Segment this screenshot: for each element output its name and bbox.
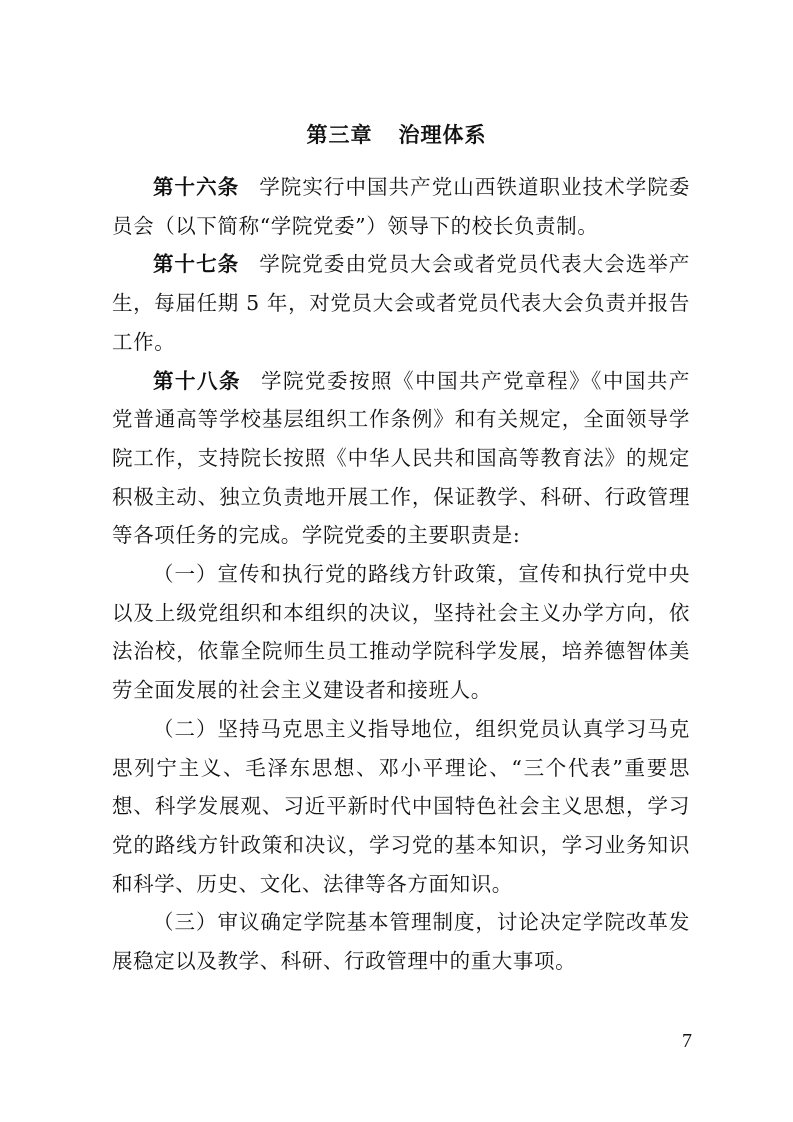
article-number: 第十八条 [153, 368, 242, 393]
article-17 [112, 245, 690, 361]
chapter-heading [0, 120, 793, 150]
document-body [112, 168, 690, 981]
article-number: 第十七条 [153, 252, 240, 277]
article-text: 学院实行中国共产党山西铁道职业技术学院委员会（以下简称“学院党委”）领导下的校长负责制。 [112, 175, 690, 238]
article-18 [112, 362, 690, 556]
duty-item-1: （一）宣传和执行党的路线方针政策，宣传和执行党中央以及上级党组织和本组织的决议，坚持社会主义办学方向，依法治校，依靠全院师生员工推动学院科学发展，培养德智体美劳全面发展的社会主义建设者和接班人。 [112, 562, 690, 703]
chapter-title: 治理体系 [398, 123, 487, 147]
article-16 [112, 168, 690, 245]
duty-item-2: （二）坚持马克思主义指导地位，组织党员认真学习马克思列宁主义、毛泽东思想、邓小平理论、“三个代表”重要思想、科学发展观、习近平新时代中国特色社会主义思想，学习党的路线方针政策和决议，学习党的基本知识，学习业务知识和科学、历史、文化、法律等各方面知识。 [112, 716, 690, 896]
page-number: 7 [682, 1030, 692, 1052]
article-text: 学院党委按照《中国共产党章程》《中国共产党普通高等学校基层组织工作条例》和有关规定，全面领导学院工作，支持院长按照《中华人民共和国高等教育法》的规定积极主动、独立负责地开展工作，保证教学、科研、行政管理等各项任务的完成。学院党委的主要职责是: [112, 368, 690, 548]
article-text: 学院党委由党员大会或者党员代表大会选举产生，每届任期 5 年，对党员大会或者党员代表大会负责并报告工作。 [112, 252, 690, 354]
duty-item-3: （三）审议确定学院基本管理制度，讨论决定学院改革发展稳定以及教学、科研、行政管理中的重大事项。 [112, 910, 690, 974]
chapter-number: 第三章 [306, 123, 373, 147]
article-number: 第十六条 [153, 175, 240, 199]
